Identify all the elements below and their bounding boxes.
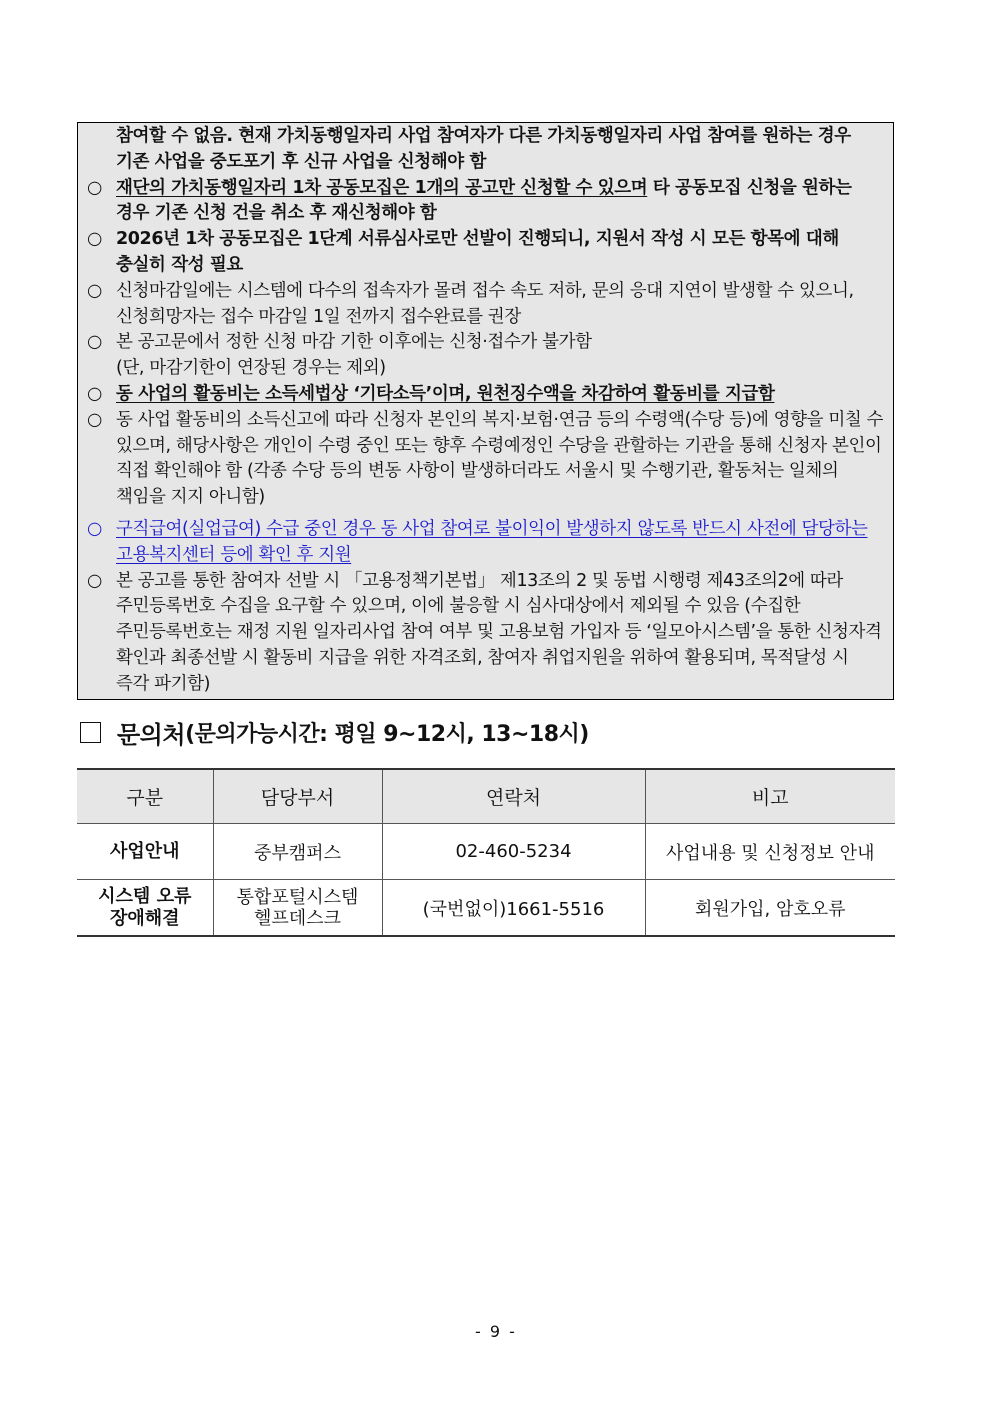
notice-item-deadline-note: (단, 마감기한이 연장된 경우는 제외) (116, 358, 386, 379)
contact-heading-title: 문의처 (117, 721, 186, 749)
table-header-row (77, 769, 895, 824)
square-bullet-icon (80, 722, 101, 743)
page-number: - 9 - (475, 1322, 517, 1341)
circle-bullet-icon: ○ (87, 332, 102, 353)
notice-box (77, 122, 894, 700)
column-header-note: 비고 (645, 769, 895, 824)
row-phone: 02-460-5234 (382, 824, 645, 880)
notice-item-other-income: ○ 동 사업의 활동비는 소득세법상 ‘기타소득’이며, 원천징수액을 차감하여 활동비를 지급함 (87, 382, 885, 408)
circle-bullet-icon: ○ (87, 570, 102, 591)
notice-item-resident-number: ○ 본 공고를 통한 참여자 선발 시 「고용정책기본법」 제13조의 2 및 동법 시행령 제43조의2에 따라 주민등록번호 수집을 요구할 수 있으며, 이에 불응할 시 심사대상에서 제외될 수 있음 (수집한 주민등록번호는 재정 지원 일자리사업 참여 여부 및 고용보험 가입자 등 ‘일모아시스템’을 통한 신청자격 확인과 최종선발 시 활동비 지급을 위한 자격조회, 참여자 취업지원을 위하여 활용되며, 목적달성 시 즉각 파기함) (87, 570, 882, 694)
notice-item-document-screening: ○ 2026년 1차 공동모집은 1단계 서류심사로만 선발이 진행되니, 지원서 작성 시 모든 항목에 대해 충실히 작성 필요 (87, 229, 839, 275)
circle-bullet-icon: ○ (87, 518, 102, 539)
column-header-department: 담당부서 (213, 769, 382, 824)
notice-item-unemployment-benefit: ○ 구직급여(실업급여) 수급 중인 경우 동 사업 참여로 불이익이 발생하지 않도록 반드시 사전에 담당하는 고용복지센터 등에 확인 후 지원 (87, 518, 868, 565)
notice-item-deadline-traffic: ○ 신청마감일에는 시스템에 다수의 접속자가 몰려 접수 속도 저하, 문의 응대 지연이 발생할 수 있으니, 신청희망자는 접수 마감일 1일 전까지 접수완료를 권장 (87, 280, 854, 327)
row-department: 중부캠퍼스 (213, 824, 382, 880)
notice-item-deadline-closed: ○ 본 공고문에서 정한 신청 마감 기한 이후에는 신청·접수가 불가함 (단, 마감기한이 연장된 경우는 제외) (87, 332, 592, 379)
notice-item-single-application: ○ 재단의 가치동행일자리 1차 공동모집은 1개의 공고만 신청할 수 있으며 타 공동모집 신청을 원하는 경우 기존 신청 건을 취소 후 재신청해야 함 (87, 177, 852, 224)
circle-bullet-icon: ○ (87, 409, 102, 430)
row-type: 사업안내 (77, 824, 213, 880)
circle-bullet-icon: ○ (87, 383, 102, 404)
table-row (77, 824, 895, 880)
contact-heading (80, 715, 589, 750)
row-department: 통합포털시스템 헬프데스크 (213, 880, 382, 937)
column-header-phone: 연락처 (382, 769, 645, 824)
column-header-type: 구분 (77, 769, 213, 824)
contact-table (77, 768, 895, 937)
circle-bullet-icon: ○ (87, 280, 102, 301)
row-phone: (국번없이)1661-5516 (382, 880, 645, 937)
row-note: 사업내용 및 신청정보 안내 (645, 824, 895, 880)
circle-bullet-icon: ○ (87, 177, 102, 198)
contact-heading-hours: (문의가능시간: 평일 9~12시, 13~18시) (185, 722, 589, 747)
row-type: 시스템 오류 장애해결 (77, 880, 213, 937)
table-row (77, 880, 895, 937)
notice-continuation: 참여할 수 없음. 현재 가치동행일자리 사업 참여자가 다른 가치동행일자리 사업 참여를 원하는 경우 기존 사업을 중도포기 후 신규 사업을 신청해야 함 (116, 126, 851, 172)
row-note: 회원가입, 암호오류 (645, 880, 895, 937)
circle-bullet-icon: ○ (87, 229, 102, 250)
notice-item-income-report: ○ 동 사업 활동비의 소득신고에 따라 신청자 본인의 복지·보험·연금 등의 수령액(수당 등)에 영향을 미칠 수 있으며, 해당사항은 개인이 수령 중인 또는 향후 수령예정인 수당을 관할하는 기관을 통해 신청자 본인이 직접 확인해야 함 (각종 수당 등의 변동 사항이 발생하더라도 서울시 및 수행기관, 활동처는 일체의 책임을 지지 아니함) (87, 409, 883, 508)
